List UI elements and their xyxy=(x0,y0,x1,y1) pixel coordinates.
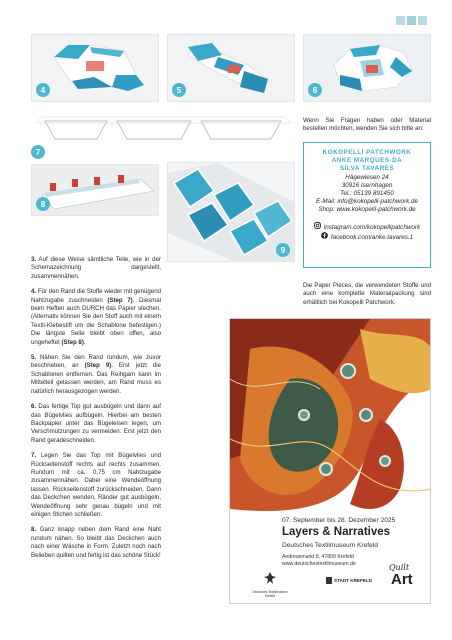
exhibition-date: 07. September bis 28. Dezember 2025 xyxy=(282,517,396,524)
instruction-text: Ganz knapp neben dem Rand eine Naht rundum nähen. So bleibt das Deckchen auch nach einer Wäsche in Form. Zuletzt noch nach Belieben quilten und fertig ist das schöne Stück! xyxy=(31,526,161,559)
step-7-diagram xyxy=(31,113,295,161)
step-4-image xyxy=(32,35,159,102)
city-crest-icon xyxy=(326,577,332,584)
step-badge: 8 xyxy=(36,197,50,211)
instruction-text: . Diesmal beim Heften auch DURCH das Papier stechen. (Alternativ können Sie den Stoff auch mit einem Textil-Klebestift um die Schablone befestigen.) Die längste Seite bleibt oben offen, also ungeheftet xyxy=(31,296,161,346)
contact-name: ANKE MARQUES-DA xyxy=(331,157,403,164)
contact-city: 30916 Isernhagen xyxy=(341,182,393,189)
step-8-image xyxy=(32,165,159,216)
step-5-image xyxy=(168,35,295,102)
instruction-number: 4. xyxy=(31,288,37,296)
contact-phone: Tel.: 05139 891450 xyxy=(340,190,394,197)
step-5-photo xyxy=(167,34,295,102)
exhibition-title: Layers & Narratives xyxy=(282,526,391,538)
instruction-paragraph xyxy=(31,256,161,281)
instruction-number: 8. xyxy=(31,526,37,534)
museum-logo-text: Deutsches Textilmuseum Krefeld xyxy=(252,590,288,598)
facebook-icon xyxy=(321,232,328,242)
step-badge: 5 xyxy=(172,83,186,97)
instruction-text: Das fertige Top gut ausbügeln und dann auf das Bügelvlies aufbügeln. Hierbei am besten Backpapier unter das Bügeleisen legen, um Verschmutzungen zu vermeiden. Erst jetzt den Rand geradeschneiden. xyxy=(31,403,161,444)
instruction-text: Für den Rand die Stoffe wieder mit genügend Nahtzugabe zuschneiden xyxy=(31,288,161,304)
museum-emblem-icon xyxy=(263,571,277,585)
contact-company: KOKOPELLI PATCHWORK xyxy=(322,149,412,156)
instruction-number: 7. xyxy=(31,452,37,460)
step-badge: 6 xyxy=(308,83,322,97)
instruction-text: Legen Sie das Top mit Bügelvlies und Rückseitenstoff rechts auf rechts zusammen. Rundum mit ca. 0,75 cm Nahtzugabe zusammennähen. Dabei eine Wendeöffnung lassen. Rückseitenstoff zurückschneiden. Dann das Deckchen wenden, Ränder gut ausbügeln, Wendeöffnung sehr genau bügeln und mit einigen Stichen schließen. xyxy=(31,452,161,518)
contact-intro: Wenn Sie Fragen haben oder Material bestellen möchten, wenden Sie sich bitte an: xyxy=(303,117,431,133)
contact-box xyxy=(303,142,431,268)
contact-street: Hägewiesen 24 xyxy=(345,174,389,181)
instruction-text: Nähen Sie den Rand rundum, wie zuvor beschrieben, an xyxy=(31,354,161,370)
instruction-number: 3. xyxy=(31,256,37,263)
deco-square xyxy=(418,16,427,25)
textile-artwork-image xyxy=(230,319,431,519)
instruction-number: 6. xyxy=(31,403,37,411)
instruction-paragraph: 4. Für den Rand die Stoffe wieder mit genügend Nahtzugabe zuschneiden (Step 7). Diesmal beim Heften auch DURCH das Papier stechen. (Alternativ können Sie den Stoff auch mit einem Textil-Klebestift um die Schablone befestigen.) Die längste Seite bleibt oben offen, also ungeheftet (Step 8). xyxy=(31,288,161,346)
contact-name: SILVA TAVARES xyxy=(339,165,395,172)
instruction-paragraph xyxy=(31,354,161,396)
step-9-photo xyxy=(167,162,295,262)
facebook-link[interactable] xyxy=(310,232,424,242)
deco-square xyxy=(396,16,405,25)
museum-address: Andreasmarkt 8, 47809 Krefeld xyxy=(282,554,354,560)
textilmuseum-logo xyxy=(252,571,288,598)
instructions-column xyxy=(31,256,161,567)
step-badge: 9 xyxy=(276,243,290,257)
city-logo-text: STADT KREFELD xyxy=(334,578,372,583)
instruction-paragraph xyxy=(31,452,161,519)
instruction-text: Auf diese Weise sämtliche Teile, wie in der Schemazeichnung dargestellt, zusammennähen. xyxy=(31,256,161,280)
contact-shop[interactable]: Shop: www.kokopelli-patchwork.de xyxy=(318,206,416,213)
art-logo-text: Art xyxy=(391,571,413,588)
instruction-text: . Erst jetzt die Schablonen entfernen. Das Reihgarn kann im Mittelteil gelassen werden, am Rand muss es natürlich herausgezogen werden. xyxy=(31,362,161,395)
step-reference: (Step 8) xyxy=(61,338,84,346)
step-badge: 7 xyxy=(31,145,45,159)
instagram-link[interactable] xyxy=(310,222,424,232)
stadt-krefeld-logo xyxy=(326,577,372,584)
museum-name: Deutsches Textilmuseum Krefeld xyxy=(282,542,378,549)
quilt-logo-text: Quilt xyxy=(389,563,410,572)
instagram-icon xyxy=(314,222,321,232)
step-6-photo xyxy=(303,34,431,102)
facebook-handle: facebook.com/anke.tavares.1 xyxy=(330,233,414,241)
instruction-number: 5. xyxy=(31,354,37,362)
instruction-paragraph xyxy=(31,526,161,560)
corner-decoration xyxy=(396,16,427,25)
museum-website[interactable]: www.deutschestextilmuseum.de xyxy=(282,561,356,567)
deco-square xyxy=(407,16,416,25)
step-4-photo xyxy=(31,34,159,102)
step-badge: 4 xyxy=(36,83,50,97)
step-reference: (Step 7) xyxy=(107,296,133,304)
step-reference: (Step 9) xyxy=(84,362,112,370)
instruction-paragraph xyxy=(31,403,161,445)
quilt-art-logo xyxy=(386,563,422,597)
closing-text: Die Paper Pieces, die verwendeten Stoffe und auch eine komplette Materialpackung sind erhältlich bei Kokopelli Patchwork. xyxy=(303,282,431,306)
step-8-photo xyxy=(31,164,159,216)
step-6-image xyxy=(304,35,431,102)
exhibition-ad[interactable] xyxy=(229,318,431,604)
border-template-diagram xyxy=(31,113,295,161)
instagram-handle: instagram.com/kokopellipatchwork xyxy=(323,223,421,231)
contact-email[interactable]: E-Mail: info@kokopelli-patchwork.de xyxy=(316,198,418,205)
